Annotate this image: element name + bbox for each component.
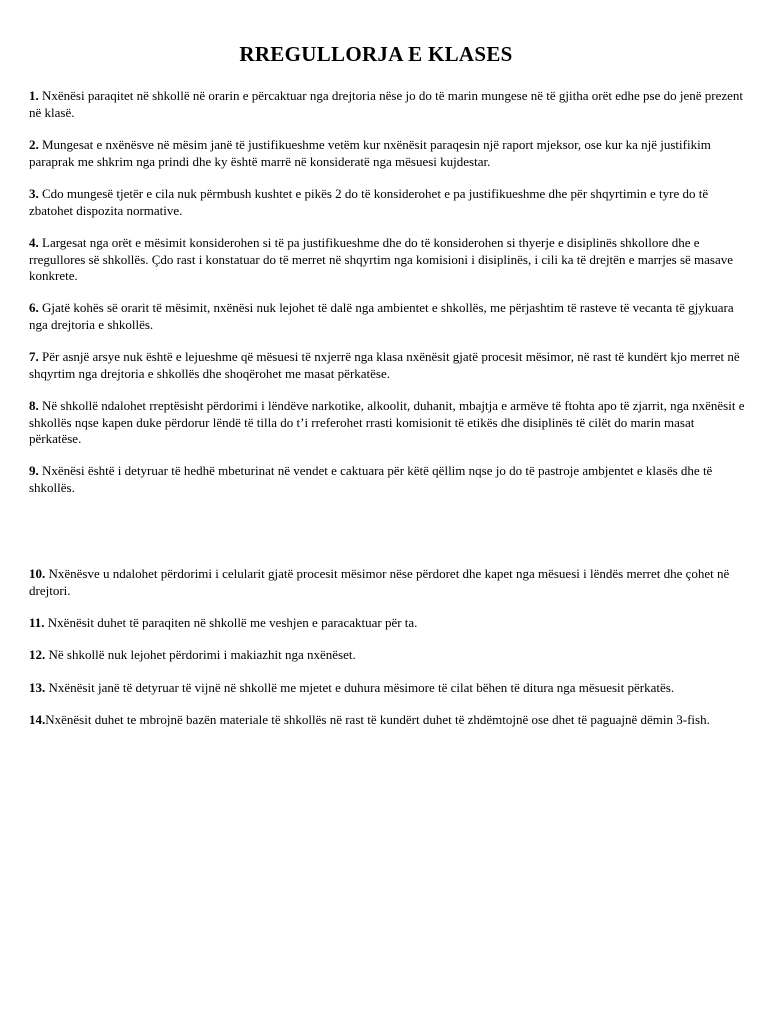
rule-item-9 — [29, 463, 745, 496]
rule-number: 10. — [29, 566, 46, 581]
rule-number: 6. — [29, 300, 39, 315]
rule-item-13 — [29, 680, 745, 697]
rule-item-12 — [29, 647, 745, 664]
rule-text: Nxënësit duhet të paraqiten në shkollë me veshjen e paracaktuar për ta. — [44, 615, 418, 630]
rule-text: Nxënësi paraqitet në shkollë në orarin e përcaktuar nga drejtoria nëse jo do të marin mungese në të gjitha orët edhe pse do jenë prezent në klasë. — [29, 88, 743, 120]
rule-item-11 — [29, 615, 745, 632]
rule-number: 4. — [29, 235, 39, 250]
rule-item-3 — [29, 186, 745, 219]
rule-item-2 — [29, 137, 745, 170]
rule-number: 12. — [29, 647, 46, 662]
rule-text: Nxënësve u ndalohet përdorimi i celularit gjatë procesit mësimor nëse përdoret dhe kapet nga mësuesi i lëndës merret dhe çohet në drejtori. — [29, 566, 730, 598]
rule-text: Mungesat e nxënësve në mësim janë të justifikueshme vetëm kur nxënësit paraqesin një raport mjeksor, ose kur ka një justifikim paraprak me shkrim nga prindi dhe ky është marrë në konsideratë nga mësuesi kujdestar. — [29, 137, 711, 169]
rule-number: 11. — [29, 615, 45, 630]
rule-item-14 — [29, 712, 745, 729]
rule-text: Nxënësi është i detyruar të hedhë mbeturinat në vendet e caktuara për këtë qëllim nqse jo do të pastroje ambjentet e klasës dhe të shkollës. — [29, 463, 713, 495]
rule-item-1 — [29, 88, 745, 121]
rule-text: Nxënësit janë të detyruar të vijnë në shkollë me mjetet e duhura mësimore të cilat bëhen të ditura nga mësuesit përkatës. — [45, 680, 675, 695]
rule-number: 2. — [29, 137, 39, 152]
page-title: RREGULLORJA E KLASES — [239, 42, 513, 66]
rule-text: Në shkollë ndalohet rreptësisht përdorimi i lëndëve narkotike, alkoolit, duhanit, mbajtja e armëve të ftohta apo të zjarrit, nga nxënësit e shkollës nqse kapen duke përdorur lëndë të tilla do t’i rreferohet rrasti komisionit të etikës dhe disiplinës të cilët do marin masat përkatëse. — [29, 398, 745, 446]
rule-number: 8. — [29, 398, 39, 413]
rule-number: 3. — [29, 186, 39, 201]
rule-number: 1. — [29, 88, 39, 103]
rule-item-8 — [29, 398, 745, 448]
rule-number: 9. — [29, 463, 39, 478]
rule-text: Në shkollë nuk lejohet përdorimi i makiazhit nga nxënëset. — [45, 647, 356, 662]
rule-item-6 — [29, 300, 745, 333]
rule-text: Gjatë kohës së orarit të mësimit, nxënësi nuk lejohet të dalë nga ambientet e shkollës, me përjashtim të rasteve të vecanta të gjykuara nga drejtoria e shkollës. — [29, 300, 734, 332]
rule-item-10 — [29, 566, 745, 599]
rule-number: 7. — [29, 349, 39, 364]
rule-text: Largesat nga orët e mësimit konsiderohen si të pa justifikueshme dhe do të konsiderohen si thyerje e disiplinës shkollore dhe e rregullores së shkollës. Çdo rast i konstatuar do të merret në shqyrtim nga komisioni i disiplinës, i cili ka të drejtën e marrjes së masave konkrete. — [29, 235, 733, 283]
rule-item-4 — [29, 235, 745, 285]
rule-number: 14. — [29, 712, 46, 727]
rule-item-7 — [29, 349, 745, 382]
rule-number: 13. — [29, 680, 46, 695]
rule-text: Nxënësit duhet te mbrojnë bazën materiale të shkollës në rast të kundërt duhet të zhdëmtojnë ose dhet të paguajnë dëmin 3-fish. — [45, 712, 710, 727]
rule-text: Cdo mungesë tjetër e cila nuk përmbush kushtet e pikës 2 do të konsiderohet e pa justifikueshme dhe për shqyrtimin e tyre do të zbatohet dispozita normative. — [29, 186, 709, 218]
rule-text: Për asnjë arsye nuk është e lejueshme që mësuesi të nxjerrë nga klasa nxënësit gjatë procesit mësimor, në rast të kundërt kjo merret në shqyrtim nga drejtoria e shkollës dhe shoqërohet me masat përkatëse. — [29, 349, 740, 381]
